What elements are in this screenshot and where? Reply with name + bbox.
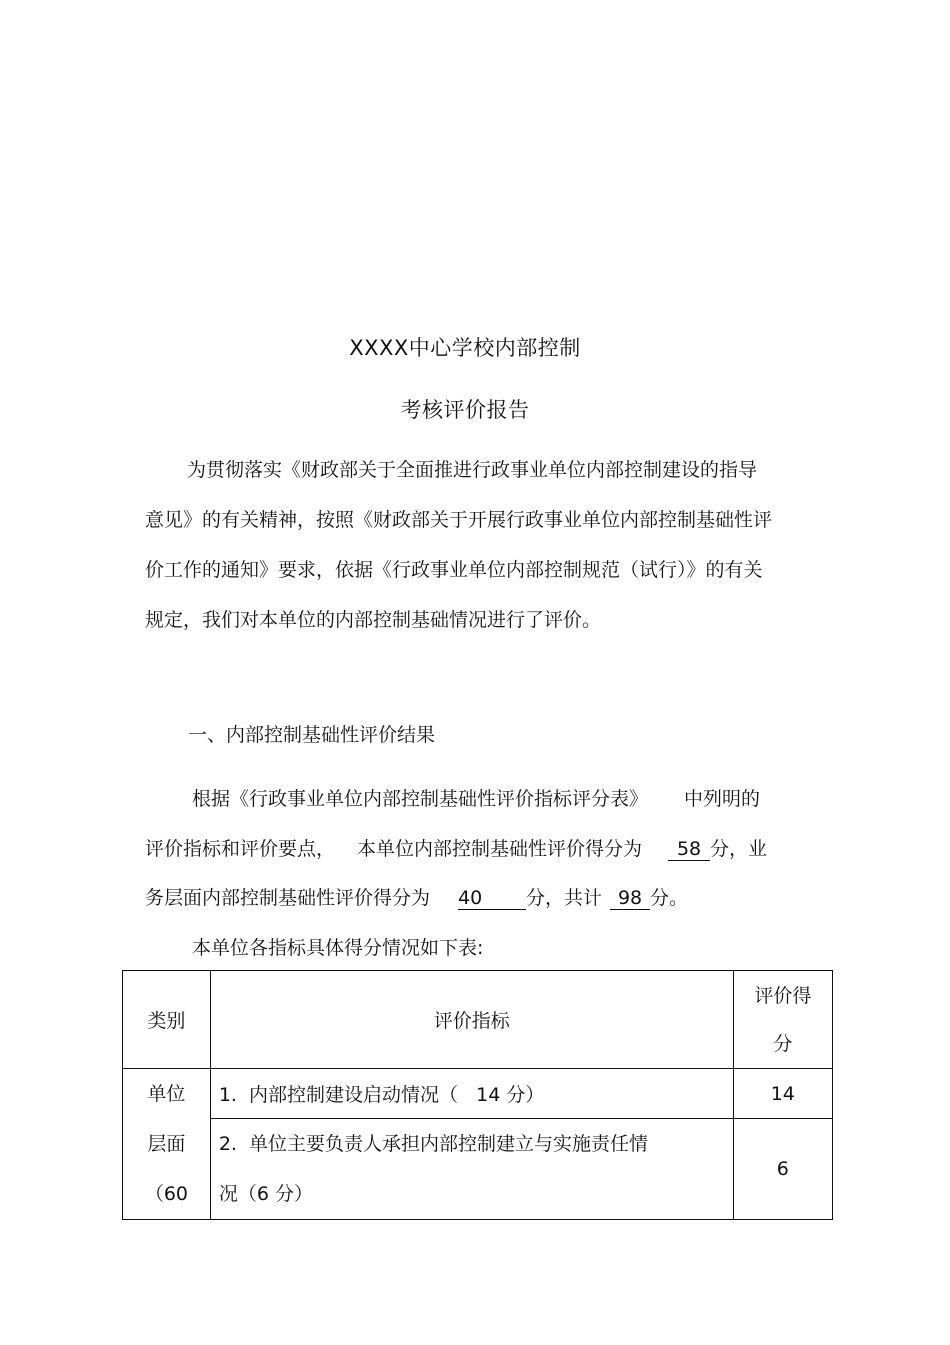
result-line3-text: 务层面内部控制基础性评价得分为 — [145, 887, 431, 909]
total-score: 98 — [610, 887, 650, 910]
result-line3 — [145, 883, 688, 910]
table-intro: 本单位各指标具体得分情况如下表: — [192, 937, 484, 959]
score-cell: 14 — [733, 1069, 832, 1119]
category-line2: 层面 — [147, 1133, 186, 1155]
header-score-line2: 分 — [773, 1032, 793, 1055]
header-indicator: 评价指标 — [210, 971, 733, 1069]
intro-paragraph — [145, 445, 775, 645]
category-line1: 单位 — [147, 1083, 186, 1105]
result-line3-mid: 分，共计 — [526, 887, 603, 909]
section1-heading: 一、内部控制基础性评价结果 — [188, 724, 436, 746]
indicator-line2: 况（6 分） — [218, 1183, 313, 1205]
table-header-row — [123, 971, 833, 1069]
result-line3-tail: 分。 — [650, 887, 689, 909]
result-line1-text: 根据《行政事业单位内部控制基础性评价指标评分表》 — [192, 788, 649, 810]
report-title-line2: 考核评价报告 — [400, 398, 530, 422]
result-line2-tail: 分，业 — [710, 838, 768, 860]
business-score: 40 — [458, 887, 526, 910]
score-table — [122, 970, 833, 1220]
unit-score: 58 — [668, 838, 710, 861]
indicator-line1: 2. 单位主要负责人承担内部控制建立与实施责任情 — [218, 1133, 649, 1155]
result-line1 — [192, 784, 760, 811]
intro-text: 为贯彻落实《财政部关于全面推进行政事业单位内部控制建设的指导意见》的有关精神，按照《财政部关于开展行政事业单位内部控制基础性评价工作的通知》要求，依据《行政事业单位内部控制规范（试行）》的有关规定，我们对本单位的内部控制基础情况进行了评价。 — [145, 459, 773, 631]
result-line2-text: 评价指标和评价要点， — [145, 838, 336, 860]
indicator-cell: 1. 内部控制建设启动情况（ 14 分） — [210, 1069, 733, 1119]
category-cell — [123, 1069, 211, 1220]
header-category: 类别 — [123, 971, 211, 1069]
result-line2 — [145, 834, 767, 861]
table-row — [123, 1119, 833, 1220]
category-line3: （60 — [144, 1183, 188, 1205]
score-cell: 6 — [733, 1119, 832, 1220]
header-score — [733, 971, 832, 1069]
indicator-cell — [210, 1119, 733, 1220]
result-line1-tail: 中列明的 — [684, 788, 761, 810]
table-row — [123, 1069, 833, 1119]
header-score-line1: 评价得 — [754, 984, 812, 1007]
result-line2-mid: 本单位内部控制基础性评价得分为 — [357, 838, 643, 860]
report-title-line1: XXXX中心学校内部控制 — [349, 336, 581, 360]
